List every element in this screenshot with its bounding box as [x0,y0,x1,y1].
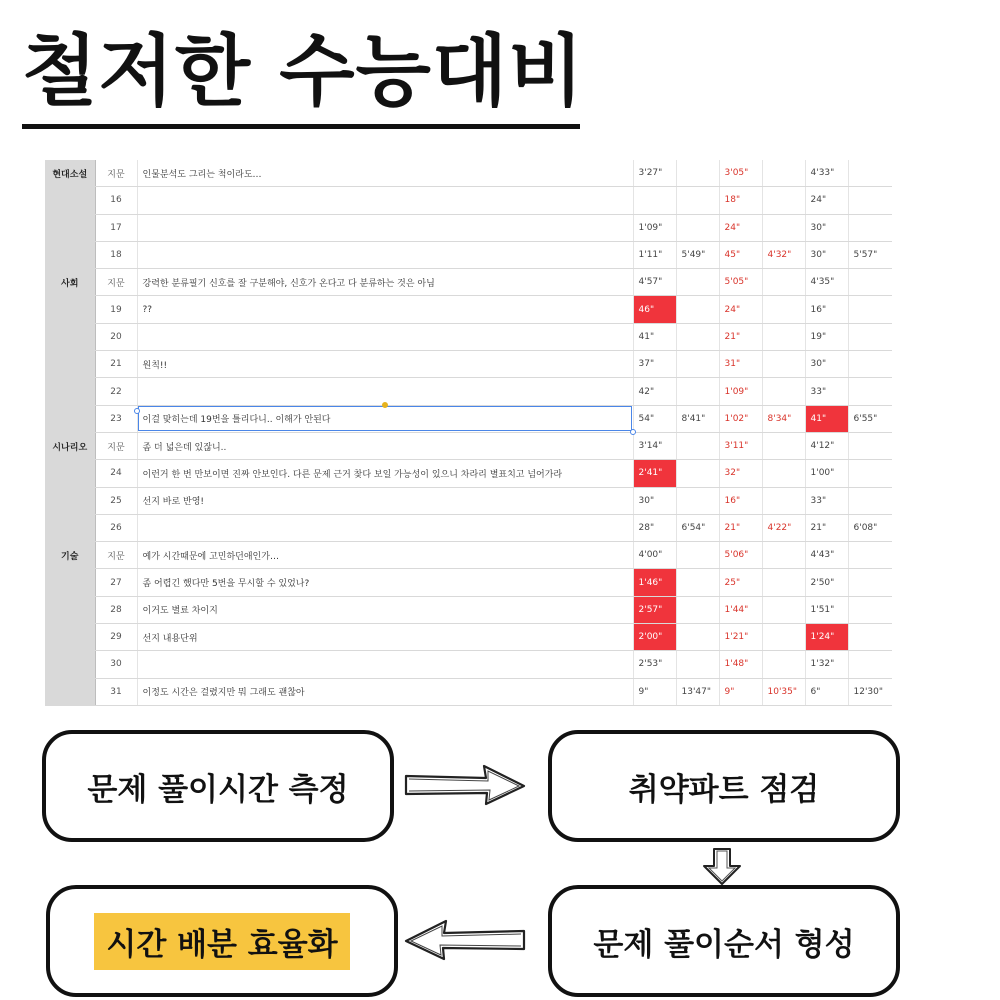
section-label [45,487,95,514]
question-number: 20 [95,323,137,350]
memo-cell[interactable]: 좀 더 넓은데 있잖니.. [137,432,633,459]
memo-cell[interactable]: 이정도 시간은 걸렸지만 뭐 그래도 괜찮아 [137,678,633,705]
time-cell [848,214,892,241]
time-cell [762,187,805,214]
time-cell [676,160,719,187]
table-row [45,624,892,651]
time-cell [676,624,719,651]
time-cell [848,596,892,623]
section-label [45,678,95,705]
time-cell [676,542,719,569]
time-cell: 1'51" [805,596,848,623]
time-cell: 1'48" [719,651,762,678]
memo-cell[interactable] [137,214,633,241]
time-cell [676,351,719,378]
memo-cell[interactable]: 이런거 한 번 만보이면 진짜 안보인다. 다른 문제 근거 찾다 보일 가능성이 있으니 차라리 별표치고 넘어가라 [137,460,633,487]
question-number: 지문 [95,542,137,569]
time-cell [762,596,805,623]
memo-cell[interactable] [137,241,633,268]
time-cell: 3'05" [719,160,762,187]
table-row [45,323,892,350]
section-label [45,460,95,487]
time-cell: 4'35" [805,269,848,296]
time-cell: 24" [719,296,762,323]
table-row [45,542,892,569]
selection-handle-left[interactable] [134,408,140,414]
time-cell [762,542,805,569]
time-cell: 4'00" [633,542,676,569]
time-cell [848,432,892,459]
table-row [45,569,892,596]
time-cell: 2'50" [805,569,848,596]
memo-cell[interactable]: 인물분석도 그리는 척이라도… [137,160,633,187]
time-cell [676,596,719,623]
time-cell: 4'57" [633,269,676,296]
time-cell [848,542,892,569]
time-cell: 4'32" [762,241,805,268]
time-cell: 6" [805,678,848,705]
time-cell [848,269,892,296]
time-cell: 4'33" [805,160,848,187]
time-cell: 13'47" [676,678,719,705]
time-cell: 32" [719,460,762,487]
table-row [45,160,892,187]
section-label [45,405,95,432]
time-cell: 37" [633,351,676,378]
time-cell: 25" [719,569,762,596]
time-cell [848,351,892,378]
table-row [45,678,892,705]
question-number: 27 [95,569,137,596]
time-cell: 19" [805,323,848,350]
time-cell [762,323,805,350]
section-label: 사회 [45,269,95,296]
time-cell: 1'32" [805,651,848,678]
question-number: 17 [95,214,137,241]
time-cell [676,651,719,678]
time-cell [676,569,719,596]
flow-step-measure-time-label: 문제 풀이시간 측정 [87,771,349,808]
time-cell [848,187,892,214]
question-number: 지문 [95,160,137,187]
section-label [45,241,95,268]
time-cell: 4'22" [762,514,805,541]
time-cell: 5'05" [719,269,762,296]
question-number: 24 [95,460,137,487]
question-number: 30 [95,651,137,678]
memo-cell[interactable]: 강력한 분류필기 신호를 잘 구분해야, 신호가 온다고 다 분류하는 것은 아님 [137,269,633,296]
flow-step-time-allocation [46,885,398,997]
section-label [45,187,95,214]
flow-step-check-weak-parts [548,730,900,842]
section-label [45,596,95,623]
section-label: 현대소설 [45,160,95,187]
time-cell [762,624,805,651]
time-cell: 30" [633,487,676,514]
question-number: 25 [95,487,137,514]
time-cell: 33" [805,378,848,405]
table-row [45,596,892,623]
time-cell [676,296,719,323]
arrow-left-icon [400,915,530,965]
time-cell [762,160,805,187]
time-cell: 4'12" [805,432,848,459]
section-label [45,624,95,651]
time-cell [762,569,805,596]
time-cell [762,296,805,323]
flow-step-order-formation-label: 문제 풀이순서 형성 [593,926,855,963]
time-cell [676,487,719,514]
question-number: 31 [95,678,137,705]
question-number: 22 [95,378,137,405]
title-underline [22,124,580,129]
time-cell [848,487,892,514]
time-cell: 2'00" [633,624,676,651]
time-cell: 1'21" [719,624,762,651]
time-cell: 24" [805,187,848,214]
memo-cell[interactable]: 선지 바로 반영! [137,487,633,514]
memo-cell[interactable] [137,378,633,405]
memo-cell[interactable]: 이걸 맞히는데 19번을 틀리다니.. 이해가 안된다 [137,405,633,432]
flow-step-time-allocation-label: 시간 배분 효율화 [94,913,349,970]
flow-step-measure-time [42,730,394,842]
memo-cell[interactable]: 원칙!! [137,351,633,378]
time-cell: 31" [719,351,762,378]
time-cell: 2'57" [633,596,676,623]
time-cell: 21" [805,514,848,541]
time-cell: 41" [805,405,848,432]
time-cell: 1'09" [719,378,762,405]
flow-step-check-weak-parts-label: 취약파트 점검 [628,771,820,808]
table-row [45,378,892,405]
time-cell: 1'11" [633,241,676,268]
time-cell: 6'54" [676,514,719,541]
question-number: 19 [95,296,137,323]
time-cell [762,432,805,459]
section-label [45,323,95,350]
time-cell: 46" [633,296,676,323]
memo-cell[interactable]: 선지 내용단위 [137,624,633,651]
memo-cell[interactable] [137,323,633,350]
time-cell: 30" [805,351,848,378]
time-cell [676,269,719,296]
time-cell: 24" [719,214,762,241]
time-cell: 21" [719,514,762,541]
time-cell: 45" [719,241,762,268]
timing-spreadsheet [45,160,892,712]
time-cell: 3'27" [633,160,676,187]
time-cell: 1'44" [719,596,762,623]
time-cell: 18" [719,187,762,214]
time-cell: 8'34" [762,405,805,432]
time-cell: 30" [805,241,848,268]
time-cell: 5'06" [719,542,762,569]
time-cell [762,651,805,678]
time-cell: 33" [805,487,848,514]
table-row [45,296,892,323]
question-number: 18 [95,241,137,268]
time-cell [762,269,805,296]
question-number: 지문 [95,432,137,459]
table-row [45,187,892,214]
table-row [45,214,892,241]
memo-cell[interactable] [137,187,633,214]
time-cell: 1'02" [719,405,762,432]
memo-cell[interactable]: ?? [137,296,633,323]
section-label [45,214,95,241]
time-cell: 3'11" [719,432,762,459]
table-row [45,487,892,514]
arrow-right-icon [400,760,530,810]
time-cell [762,214,805,241]
time-cell: 9" [719,678,762,705]
question-number: 23 [95,405,137,432]
memo-cell[interactable] [137,514,633,541]
time-cell [676,432,719,459]
flow-step-order-formation [548,885,900,997]
time-cell: 42" [633,378,676,405]
section-label [45,651,95,678]
time-cell [676,187,719,214]
time-cell: 2'41" [633,460,676,487]
table-row [45,432,892,459]
time-cell: 16" [719,487,762,514]
time-cell [848,160,892,187]
memo-cell[interactable]: 좀 어렵긴 했다만 5번을 무시할 수 있었나? [137,569,633,596]
time-cell: 10'35" [762,678,805,705]
question-number: 지문 [95,269,137,296]
time-cell: 3'14" [633,432,676,459]
time-cell: 1'24" [805,624,848,651]
time-cell: 54" [633,405,676,432]
time-cell: 9" [633,678,676,705]
question-number: 16 [95,187,137,214]
memo-cell[interactable] [137,651,633,678]
time-cell [848,460,892,487]
section-label [45,514,95,541]
time-cell: 8'41" [676,405,719,432]
page-title: 철저한 수능대비 [22,27,585,117]
memo-cell[interactable]: 이거도 별료 차이지 [137,596,633,623]
time-cell: 41" [633,323,676,350]
time-cell: 16" [805,296,848,323]
section-label [45,378,95,405]
question-number: 28 [95,596,137,623]
section-label: 기술 [45,542,95,569]
section-label [45,351,95,378]
time-cell [848,651,892,678]
time-cell [848,378,892,405]
question-number: 29 [95,624,137,651]
time-cell [848,296,892,323]
section-label [45,296,95,323]
time-cell: 6'08" [848,514,892,541]
time-cell [848,323,892,350]
time-cell [676,323,719,350]
table-row [45,651,892,678]
table-row [45,514,892,541]
time-cell: 12'30" [848,678,892,705]
table-row [45,351,892,378]
time-cell: 4'43" [805,542,848,569]
time-cell: 5'49" [676,241,719,268]
arrow-down-icon [700,846,744,888]
time-cell [676,378,719,405]
time-cell: 1'46" [633,569,676,596]
time-cell [762,460,805,487]
time-cell: 6'55" [848,405,892,432]
section-label: 시나리오 [45,432,95,459]
table-row [45,269,892,296]
time-cell [848,624,892,651]
time-cell [762,487,805,514]
time-cell: 2'53" [633,651,676,678]
table-row [45,241,892,268]
time-cell [676,214,719,241]
question-number: 26 [95,514,137,541]
time-cell: 1'09" [633,214,676,241]
time-cell: 30" [805,214,848,241]
time-cell: 1'00" [805,460,848,487]
table-row [45,460,892,487]
time-cell: 5'57" [848,241,892,268]
memo-cell[interactable]: 예가 시간때문에 고민하던애인가… [137,542,633,569]
time-cell [676,460,719,487]
time-cell [762,378,805,405]
time-cell [848,569,892,596]
time-cell [762,351,805,378]
table-row [45,405,892,432]
time-cell: 28" [633,514,676,541]
timing-table [45,160,892,706]
question-number: 21 [95,351,137,378]
section-label [45,569,95,596]
time-cell [633,187,676,214]
time-cell: 21" [719,323,762,350]
